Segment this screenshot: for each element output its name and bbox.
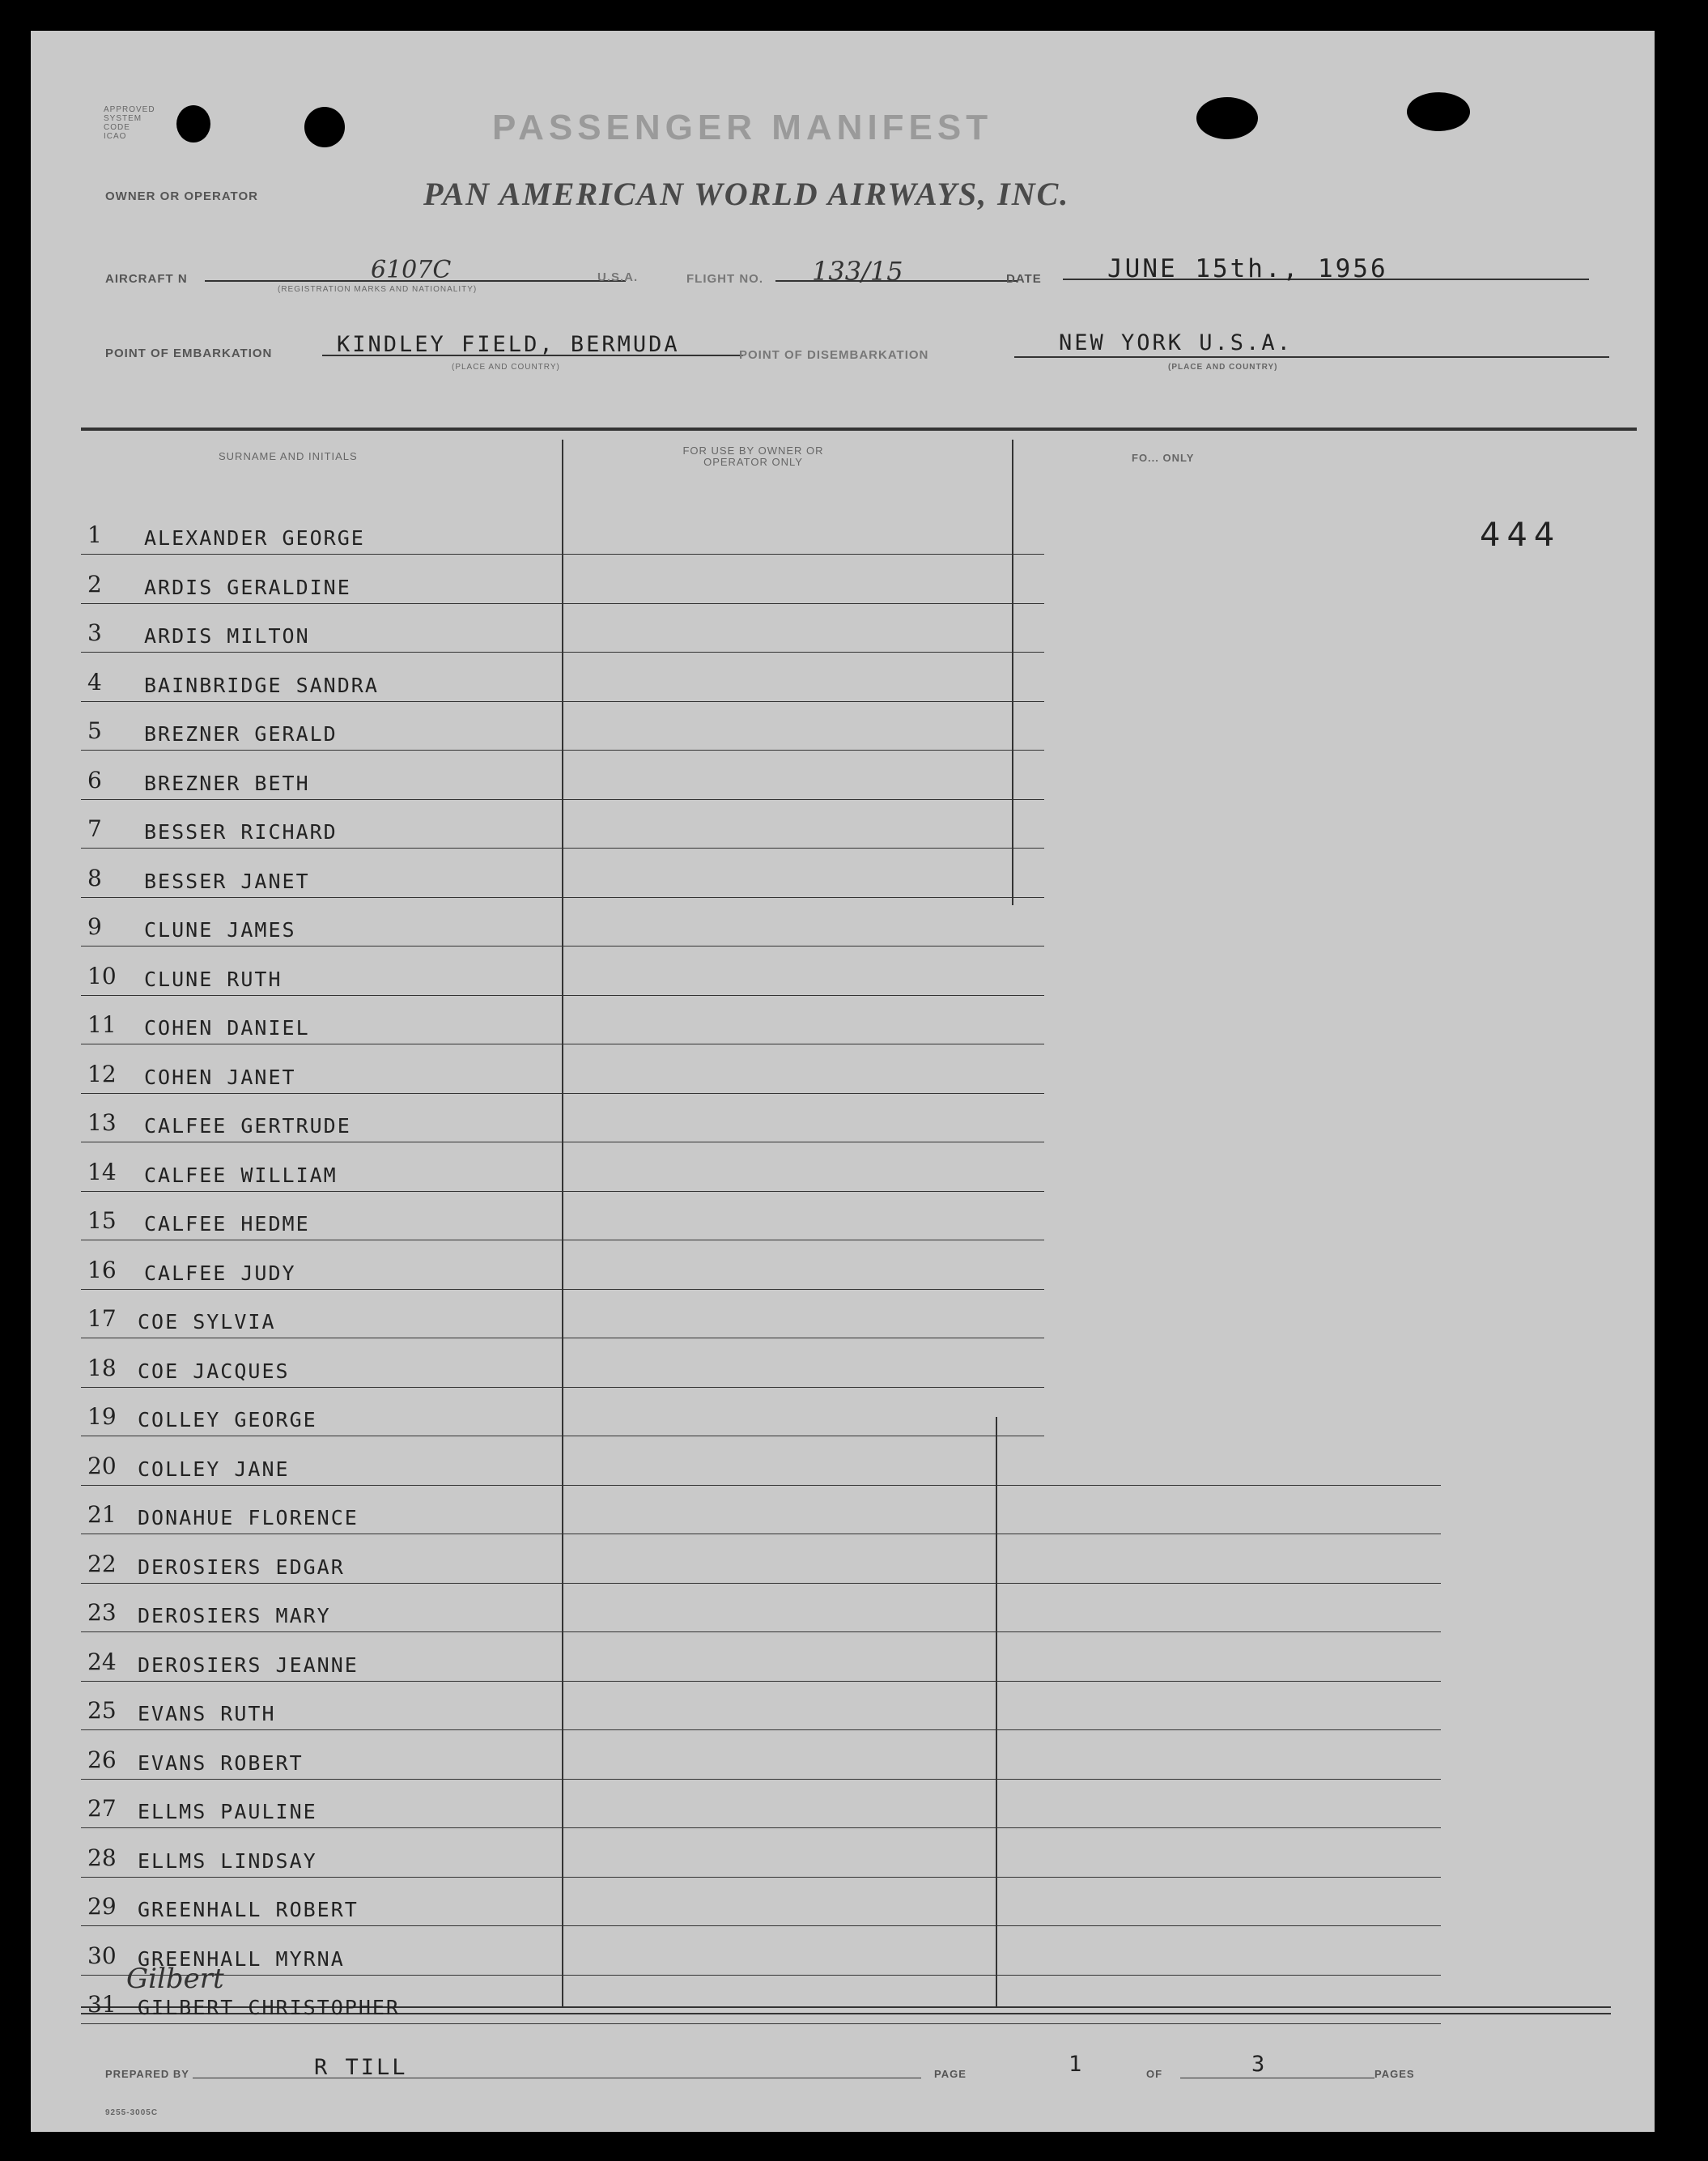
flight-value: 133/15 <box>812 256 903 287</box>
approval-stamp: APPROVED SYSTEM CODE ICAO <box>104 105 155 141</box>
column-header-name: SURNAME AND INITIALS <box>219 450 358 462</box>
row-number: 10 <box>87 963 117 989</box>
passenger-name: COHEN DANIEL <box>144 1016 310 1040</box>
passenger-name: CLUNE JAMES <box>144 918 296 942</box>
row-number: 3 <box>87 619 102 646</box>
form-code: 9255-3005C <box>105 2108 159 2117</box>
row-number: 29 <box>87 1893 117 1920</box>
annotation-444: 444 <box>1480 517 1561 554</box>
row-rule <box>81 1387 1044 1388</box>
row-rule <box>81 848 1044 849</box>
row-rule <box>81 1975 1441 1976</box>
passenger-name: GREENHALL MYRNA <box>138 1947 345 1971</box>
row-number: 8 <box>87 865 102 891</box>
row-number: 23 <box>87 1599 117 1626</box>
passenger-name: CALFEE WILLIAM <box>144 1163 338 1187</box>
passenger-name: GILBERT CHRISTOPHER <box>138 1996 400 2019</box>
row-number: 17 <box>87 1305 117 1332</box>
passenger-name: EVANS RUTH <box>138 1702 276 1725</box>
usa-label: U.S.A. <box>597 270 639 284</box>
row-number: 27 <box>87 1795 117 1822</box>
row-number: 5 <box>87 717 102 744</box>
row-rule <box>81 1191 1044 1192</box>
passenger-name: GREENHALL ROBERT <box>138 1898 359 1921</box>
row-rule <box>81 946 1044 947</box>
row-rule <box>81 1779 1441 1780</box>
row-number: 26 <box>87 1746 117 1773</box>
row-number: 21 <box>87 1501 117 1528</box>
row-rule <box>81 701 1044 702</box>
passenger-name: COHEN JANET <box>144 1066 296 1089</box>
row-number: 6 <box>87 767 102 793</box>
row-rule <box>81 1827 1441 1828</box>
row-number: 16 <box>87 1257 117 1283</box>
embark-note: (PLACE AND COUNTRY) <box>452 363 560 372</box>
row-rule <box>81 652 1044 653</box>
passenger-name: BREZNER BETH <box>144 772 310 795</box>
handwritten-correction: Gilbert <box>126 1963 224 1995</box>
row-rule <box>81 1093 1044 1094</box>
row-rule <box>81 1289 1044 1290</box>
passenger-name: DONAHUE FLORENCE <box>138 1506 359 1529</box>
passenger-name: CALFEE GERTRUDE <box>144 1114 351 1138</box>
flight-label: FLIGHT NO. <box>686 272 763 286</box>
passenger-name: BESSER RICHARD <box>144 820 338 844</box>
row-rule <box>81 799 1044 800</box>
passenger-name: DEROSIERS MARY <box>138 1604 331 1627</box>
column-header-owner: FOR USE BY OWNER OR OPERATOR ONLY <box>682 445 824 468</box>
punch-hole <box>1196 97 1258 139</box>
row-rule <box>81 1631 1441 1632</box>
punch-hole <box>304 107 345 147</box>
of-label: OF <box>1146 2068 1163 2080</box>
row-number: 30 <box>87 1942 117 1969</box>
embark-label: POINT OF EMBARKATION <box>105 347 273 360</box>
row-rule <box>81 2023 1441 2024</box>
passenger-name: CALFEE JUDY <box>144 1261 296 1285</box>
row-number: 25 <box>87 1697 117 1724</box>
passenger-name: DEROSIERS JEANNE <box>138 1653 359 1677</box>
row-number: 14 <box>87 1159 117 1185</box>
prepared-label: PREPARED BY <box>105 2068 189 2080</box>
row-rule <box>81 1681 1441 1682</box>
row-number: 22 <box>87 1551 117 1577</box>
of-value: 3 <box>1251 2052 1268 2077</box>
page-label: PAGE <box>934 2068 967 2080</box>
passenger-name: COE SYLVIA <box>138 1310 276 1334</box>
page-value: 1 <box>1069 2052 1085 2077</box>
passenger-name: ARDIS MILTON <box>144 624 310 648</box>
passenger-name: COLLEY JANE <box>138 1457 290 1481</box>
owner-label: OWNER OR OPERATOR <box>105 189 258 203</box>
disembark-note: (PLACE AND COUNTRY) <box>1168 363 1278 372</box>
form-title: PASSENGER MANIFEST <box>492 108 993 147</box>
row-number: 1 <box>87 521 102 548</box>
passenger-name: CLUNE RUTH <box>144 968 283 991</box>
disembark-value: NEW YORK U.S.A. <box>1059 330 1293 355</box>
date-label: DATE <box>1006 272 1042 286</box>
row-rule <box>81 1583 1441 1584</box>
row-rule <box>81 603 1044 604</box>
row-number: 15 <box>87 1207 117 1234</box>
row-rule <box>81 750 1044 751</box>
punch-hole <box>176 105 210 143</box>
row-rule <box>81 995 1044 996</box>
punch-hole <box>1407 92 1470 131</box>
row-rule <box>81 1925 1441 1926</box>
row-number: 13 <box>87 1109 117 1136</box>
passenger-name: BREZNER GERALD <box>144 722 338 746</box>
row-number: 24 <box>87 1648 117 1675</box>
owner-value: PAN AMERICAN WORLD AIRWAYS, INC. <box>423 176 1070 212</box>
registration-note: (REGISTRATION MARKS AND NATIONALITY) <box>278 285 478 294</box>
row-rule <box>81 897 1044 898</box>
passenger-name: EVANS ROBERT <box>138 1751 304 1775</box>
column-header-official: FO... ONLY <box>1132 452 1195 464</box>
manifest-page <box>31 31 1655 2132</box>
row-number: 4 <box>87 669 102 696</box>
row-number: 19 <box>87 1403 117 1430</box>
row-number: 18 <box>87 1355 117 1381</box>
prepared-value: R TILL <box>314 2055 408 2080</box>
passenger-name: COLLEY GEORGE <box>138 1408 317 1431</box>
row-rule <box>81 1485 1441 1486</box>
passenger-name: ALEXANDER GEORGE <box>144 526 365 550</box>
row-rule <box>81 554 1044 555</box>
row-number: 12 <box>87 1061 117 1087</box>
disembark-label: POINT OF DISEMBARKATION <box>739 348 929 362</box>
passenger-name: CALFEE HEDME <box>144 1212 310 1236</box>
passenger-name: ELLMS PAULINE <box>138 1800 317 1823</box>
row-number: 11 <box>87 1011 117 1038</box>
row-number: 28 <box>87 1844 117 1871</box>
row-number: 9 <box>87 913 102 940</box>
date-value: JUNE 15th., 1956 <box>1107 254 1388 283</box>
passenger-name: COE JACQUES <box>138 1359 290 1383</box>
row-rule <box>81 1877 1441 1878</box>
row-number: 20 <box>87 1453 117 1479</box>
passenger-name: DEROSIERS EDGAR <box>138 1555 345 1579</box>
pages-label: PAGES <box>1374 2068 1415 2080</box>
aircraft-label: AIRCRAFT N <box>105 272 188 286</box>
aircraft-value: 6107C <box>371 256 452 284</box>
passenger-name: BESSER JANET <box>144 870 310 893</box>
passenger-name: BAINBRIDGE SANDRA <box>144 674 379 697</box>
row-number: 2 <box>87 571 102 598</box>
passenger-name: ELLMS LINDSAY <box>138 1849 317 1873</box>
passenger-name: ARDIS GERALDINE <box>144 576 351 599</box>
row-number: 31 <box>87 1991 117 2018</box>
row-rule <box>81 1729 1441 1730</box>
embark-value: KINDLEY FIELD, BERMUDA <box>337 332 680 357</box>
row-number: 7 <box>87 815 102 842</box>
